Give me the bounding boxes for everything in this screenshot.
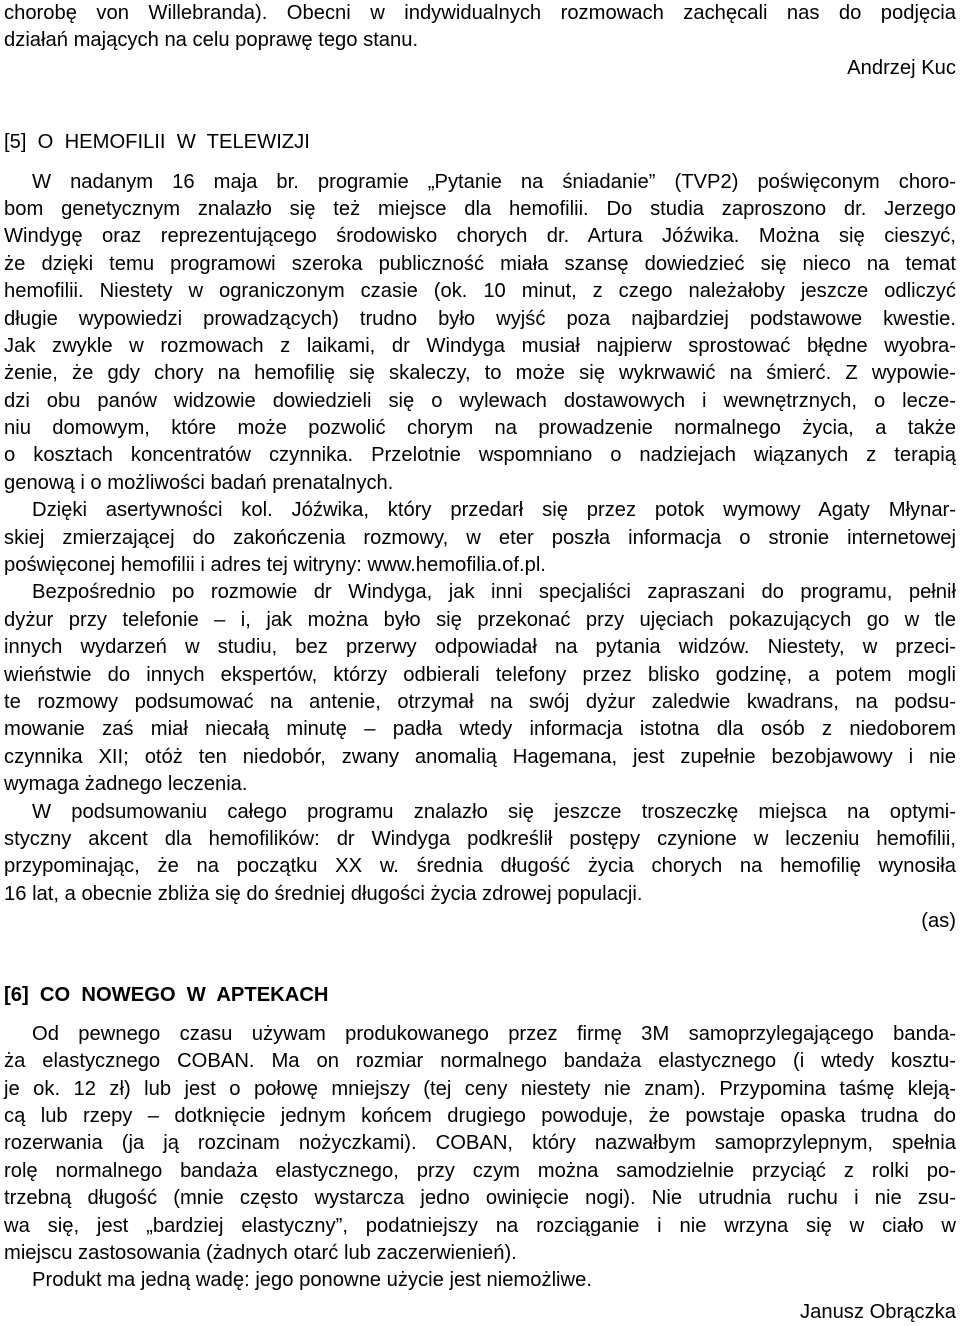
text-line: ża elastycznego COBAN. Ma on rozmiar normalnego bandaża elastycznego (i wtedy kosztu-	[4, 1050, 956, 1073]
text-line: hemofilii. Niestety w ograniczonym czasie (ok. 10 minut, z czego należałoby jeszcze odliczyć	[4, 280, 956, 303]
text-line: Dzięki asertywności kol. Jóźwika, który przedarł się przez potok wymowy Agaty Młynar-	[32, 499, 956, 522]
text-line: cą lub rzepy – dotknięcie jednym końcem drugiego powoduje, że powstaje opaska trudna do	[4, 1105, 956, 1128]
text-line: że dzięki temu programowi szeroka publiczność miała szansę dowiedzieć się nieco na temat	[4, 252, 956, 275]
section-paragraph	[4, 799, 956, 909]
text-line: Bezpośrednio po rozmowie dr Windyga, jak inni specjaliści zapraszani do programu, pełnił	[32, 581, 956, 604]
text-line: miejscu zastosowania (żadnych otarć lub zaczerwienień).	[4, 1242, 517, 1265]
text-line: Od pewnego czasu używam produkowanego przez firmę 3M samoprzylegającego banda-	[32, 1022, 956, 1045]
text-line: bom genetycznym znalazło się też miejsce dla hemofilii. Do studia zaproszono dr. Jerzego	[4, 197, 956, 220]
text-line: trzebną długość (mnie często wystarcza jedno owinięcie nogi). Nie utrudnia ruchu i nie zsu-	[4, 1187, 956, 1210]
text-line: niu domowym, które może pozwolić chorym na prowadzenie normalnego życia, a także	[4, 417, 956, 440]
text-line: te rozmowy podsumować na antenie, otrzymał na swój dyżur zaledwie kwadrans, na podsu-	[4, 690, 956, 713]
section-paragraph	[4, 169, 956, 498]
text-line: je ok. 12 zł) lub jest o połowę mniejszy (tej ceny niestety nie znam). Przypomina taśmę kleją-	[4, 1077, 956, 1100]
text-line: wa się, jest „bardziej elastyczny”, podatniejszy na rozciąganie i nie wrzyna się w ciało w	[4, 1214, 956, 1237]
section-paragraph	[4, 579, 956, 798]
text-line: rolę normalnego bandaża elastycznego, przy czym można samodzielnie przyciąć z rolki po-	[4, 1159, 956, 1182]
text-line: wieństwie do innych ekspertów, którzy odbierali telefony przez blisko godzinę, a potem mogli	[4, 663, 956, 686]
text-line: styczny akcent dla hemofilików: dr Windyga podkreślił postępy czynione w leczeniu hemofilii,	[4, 827, 956, 850]
text-line: chorobę von Willebranda). Obecni w indywidualnych rozmowach zachęcali nas do podjęcia	[4, 2, 956, 24]
section-heading: [6] CO NOWEGO W APTEKACH	[4, 983, 329, 1006]
intro-paragraph	[4, 0, 956, 55]
section-gap	[4, 82, 956, 129]
text-line: 16 lat, a obecnie zbliża się do średniej długości życia zdrowej populacji.	[4, 882, 643, 905]
author-signature: Andrzej Kuc	[847, 56, 956, 79]
heading-gap	[4, 1009, 956, 1021]
text-line: rozerwania (ja ją rozcinam nożyczkami). COBAN, który nazwałbym samoprzylepnym, spełnia	[4, 1132, 956, 1155]
text-line: Windygę oraz reprezentującego środowisko chorych dr. Artura Jóźwika. Można się cieszyć,	[4, 225, 956, 248]
text-line: działań mających na celu poprawę tego stanu.	[4, 29, 419, 52]
heading-gap	[4, 157, 956, 169]
text-line: długie wypowiedzi prowadzących) trudno było wyjść poza najbardziej podstawowe kwestie.	[4, 307, 956, 330]
text-line: W nadanym 16 maja br. programie „Pytanie na śniadanie” (TVP2) poświęconym choro-	[32, 170, 956, 193]
author-signature: (as)	[921, 910, 956, 933]
text-line: innych wydarzeń w studiu, bez przerwy odpowiadał na pytania widzów. Niestety, w przeci-	[4, 636, 956, 659]
text-line: Jak zwykle w rozmowach z laikami, dr Windyga musiał najpierw sprostować błędne wyobra-	[4, 334, 956, 357]
text-line: dyżur przy telefonie – i, jak można było się przekonać przy ujęciach pokazujących go w tle	[4, 608, 956, 631]
text-line: przypominając, że na początku XX w. średnia długość życia chorych na hemofilię wynosiła	[4, 855, 956, 878]
author-signature: Janusz Obrączka	[800, 1300, 956, 1323]
text-line: dzi obu panów widzowie dowiedzieli się o wylewach dostawowych i wewnętrznych, o lecze-	[4, 389, 956, 412]
text-line: o kosztach koncentratów czynnika. Przelotnie wspomniano o nadziejach wiązanych z terapią	[4, 444, 956, 467]
text-line: Produkt ma jedną wadę: jego ponowne użycie jest niemożliwe.	[32, 1269, 592, 1292]
text-line: żenie, że gdy chory na hemofilię się skaleczy, to może się wykrwawić na śmierć. Z wypowie-	[4, 362, 956, 385]
section-paragraph	[4, 497, 956, 579]
text-line: genową i o możliwości badań prenatalnych.	[4, 471, 394, 494]
section-paragraph	[4, 1021, 956, 1268]
text-line: czynnika XII; otóż ten niedobór, zwany anomalią Hagemana, jest zupełnie bezobjawowy i nie	[4, 745, 956, 768]
text-line: wymaga żadnego leczenia.	[4, 773, 248, 796]
section-heading: [5] O HEMOFILII W TELEWIZJI	[4, 131, 310, 154]
section-gap	[4, 936, 956, 982]
text-line: poświęconej hemofilii i adres tej witryny: www.hemofilia.of.pl.	[4, 554, 546, 577]
text-line: mowanie zaś miał niecałą minutę – padła wtedy informacja istotna dla osób z niedoborem	[4, 718, 956, 741]
document-page	[4, 0, 956, 1326]
text-line: W podsumowaniu całego programu znalazło się jeszcze troszeczkę miejsca na optymi-	[32, 800, 956, 823]
text-line: skiej zmierzającej do zakończenia rozmowy, w eter poszła informacja o stronie internetowej	[4, 526, 956, 549]
